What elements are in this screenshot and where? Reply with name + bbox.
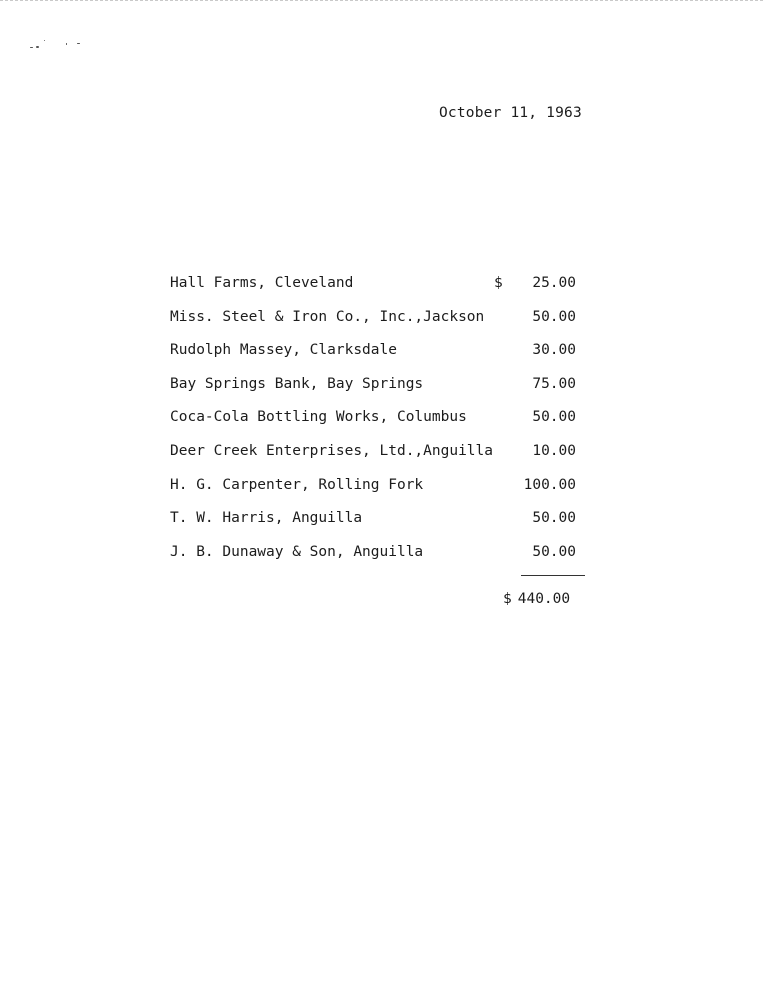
entry-name: Bay Springs Bank, Bay Springs: [170, 375, 424, 392]
entry-amount: 50.00: [532, 510, 576, 527]
entry-name: H. G. Carpenter, Rolling Fork: [170, 476, 424, 493]
contributions-list: [170, 270, 590, 572]
list-item: [170, 371, 590, 405]
list-item: [170, 438, 590, 472]
letter-date: October 11, 1963: [439, 105, 582, 121]
list-item: [170, 404, 590, 438]
list-item: [170, 270, 590, 304]
total-underline: [521, 575, 585, 576]
entry-name: Coca-Cola Bottling Works, Columbus: [170, 409, 467, 426]
entry-amount: 50.00: [532, 543, 576, 560]
grand-total: [503, 591, 570, 607]
entry-amount: 25.00: [532, 275, 576, 291]
entry-name: Deer Creek Enterprises, Ltd.,Anguilla: [170, 442, 494, 459]
entry-name: Hall Farms, Cleveland: [170, 275, 354, 291]
list-item: [170, 505, 590, 539]
list-item: [170, 472, 590, 506]
entry-dollar-sign: $: [494, 275, 503, 291]
entry-amount: 100.00: [523, 476, 576, 493]
entry-amount: 75.00: [532, 375, 576, 392]
total-amount: 440.00: [517, 591, 571, 607]
entry-name: J. B. Dunaway & Son, Anguilla: [170, 543, 424, 560]
entry-name: Rudolph Massey, Clarksdale: [170, 342, 397, 359]
entry-name: Miss. Steel & Iron Co., Inc.,Jackson: [170, 308, 485, 325]
entry-amount: 50.00: [532, 409, 576, 426]
entry-amount: 50.00: [532, 308, 576, 325]
list-item: [170, 304, 590, 338]
list-item: [170, 337, 590, 371]
list-item: [170, 539, 590, 573]
entry-amount: 10.00: [532, 442, 576, 459]
scan-specks: [30, 38, 90, 52]
total-dollar-sign: $: [503, 591, 512, 607]
page-top-edge: [0, 0, 763, 1]
entry-name: T. W. Harris, Anguilla: [170, 510, 363, 527]
entry-amount: 30.00: [532, 342, 576, 359]
